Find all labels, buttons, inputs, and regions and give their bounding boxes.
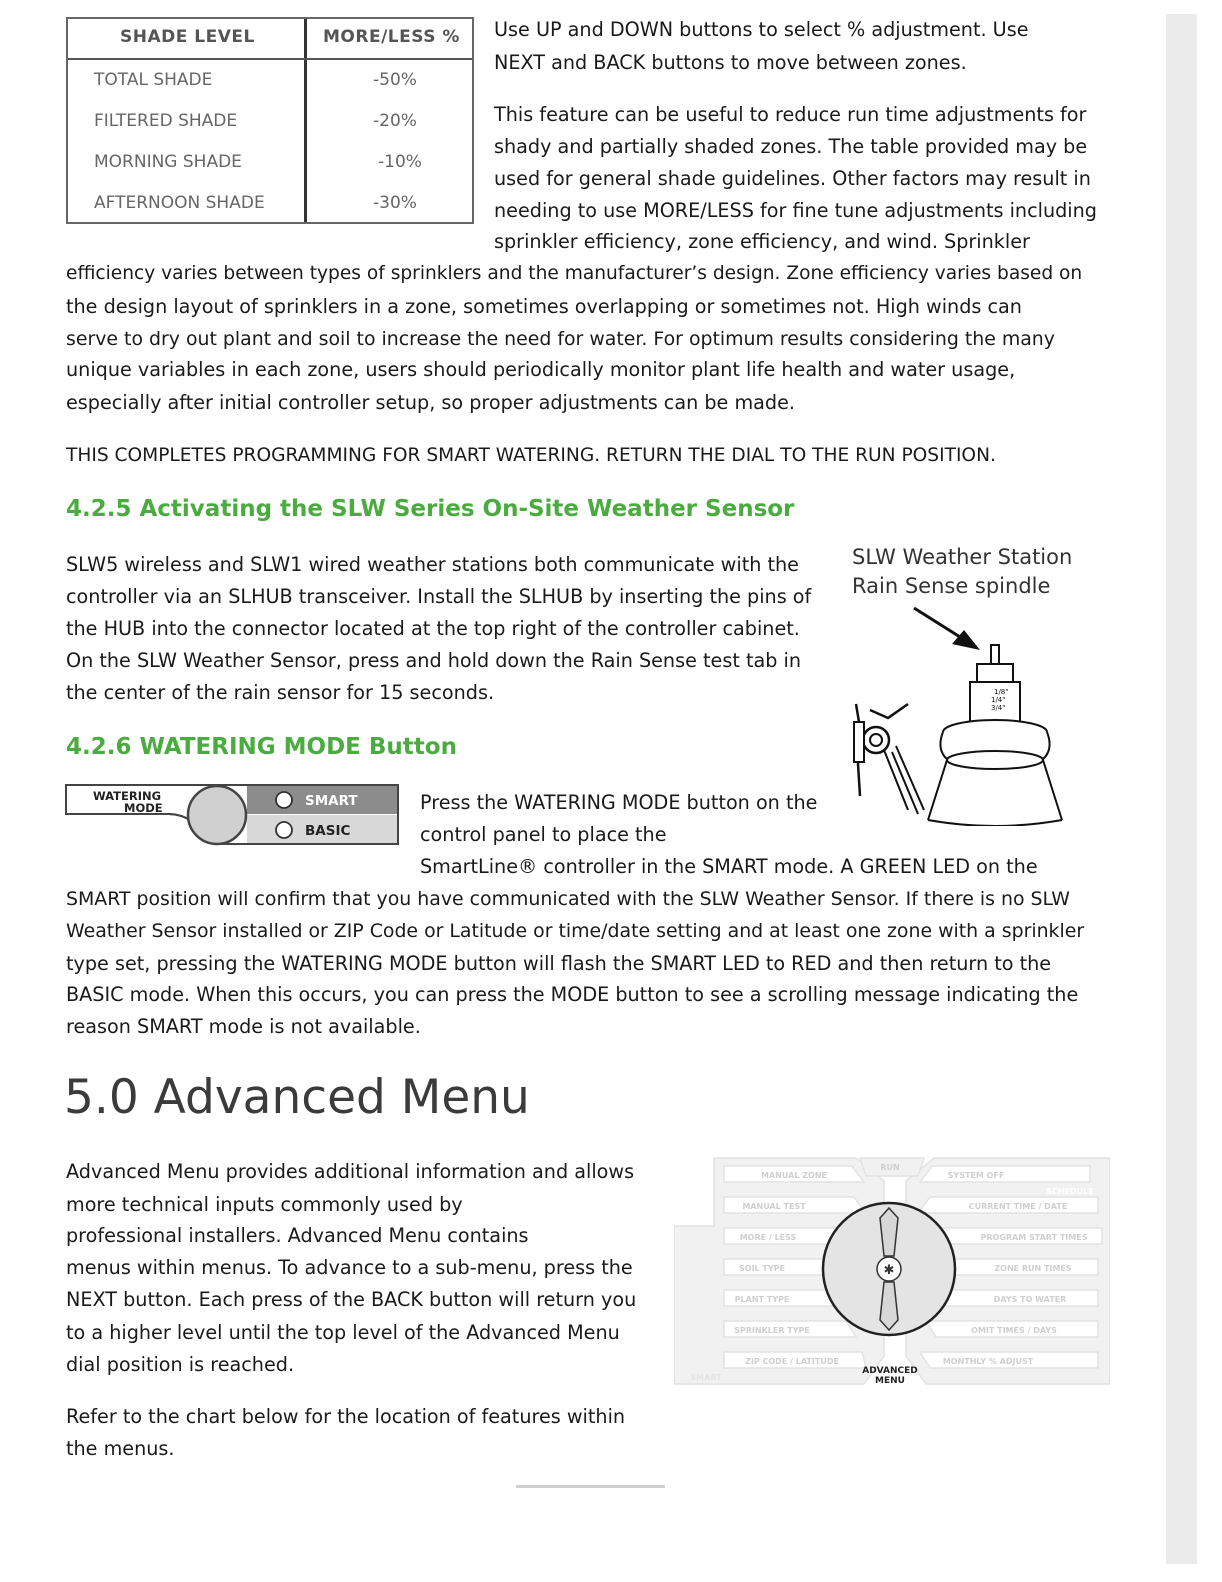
table-cell-level: FILTERED SHADE — [94, 111, 238, 131]
watering-mode-label: MODE — [124, 801, 163, 815]
body-line: reason SMART mode is not available. — [66, 1015, 421, 1038]
table-cell-pct: -20% — [373, 111, 417, 131]
body-line: the center of the rain sensor for 15 seconds. — [66, 681, 495, 704]
watering-mode-label: WATERING — [93, 789, 162, 803]
table-header-rule — [68, 58, 472, 60]
dial-group-label: SMART — [690, 1373, 722, 1382]
advanced-menu-dial — [674, 1156, 1110, 1388]
feature-line: used for general shade guidelines. Other factors may result in — [494, 167, 1091, 190]
dial-left-item: SOIL TYPE — [739, 1264, 785, 1273]
dial-right-item: DAYS TO WATER — [993, 1295, 1067, 1304]
body-line: Weather Sensor installed or ZIP Code or Latitude or time/date setting and at least one zone with a sprinkler — [66, 920, 1085, 942]
body-line: control panel to place the — [420, 823, 667, 846]
dial-left-item: MORE / LESS — [739, 1233, 797, 1242]
dial-right-item: PROGRAM START TIMES — [980, 1233, 1088, 1242]
body-line: Refer to the chart below for the location of features within — [66, 1405, 626, 1428]
body-line: SLW5 wireless and SLW1 wired weather stations both communicate with the — [66, 553, 799, 576]
dial-right-item: CURRENT TIME / DATE — [968, 1202, 1068, 1211]
smart-led-icon — [276, 792, 292, 808]
table-cell-pct: -30% — [373, 193, 417, 213]
feature-line: shady and partially shaded zones. The table provided may be — [494, 135, 1088, 158]
feature-line: especially after initial controller setup, so proper adjustments can be made. — [66, 391, 795, 414]
table-divider — [304, 19, 307, 222]
body-line: type set, pressing the WATERING MODE button will flash the SMART LED to RED and then return to the — [66, 952, 1052, 975]
dial-left-item: MANUAL TEST — [742, 1202, 806, 1211]
body-line: BASIC mode. When this occurs, you can press the MODE button to see a scrolling message indicating the — [66, 983, 1079, 1006]
spindle-mark: 1/8" — [994, 688, 1009, 696]
spindle-mark: 1/4" — [991, 696, 1006, 704]
completes-notice: THIS COMPLETES PROGRAMMING FOR SMART WATERING. RETURN THE DIAL TO THE RUN POSITION. — [66, 445, 996, 466]
dial-right-item: ZONE RUN TIMES — [994, 1264, 1072, 1273]
body-line: SmartLine® controller in the SMART mode. A GREEN LED on the — [420, 855, 1038, 878]
body-line: Press the WATERING MODE button on the — [420, 791, 818, 814]
feature-line: sprinkler efficiency, zone efficiency, and wind. Sprinkler — [494, 230, 1030, 253]
section-heading-5-0: 5.0 Advanced Menu — [64, 1070, 530, 1125]
section-heading-4-2-5: 4.2.5 Activating the SLW Series On-Site Weather Sensor — [66, 496, 795, 522]
feature-line: the design layout of sprinklers in a zone, sometimes overlapping or sometimes not. High winds can — [66, 295, 1022, 318]
body-line: more technical inputs commonly used by — [66, 1193, 463, 1216]
feature-line: unique variables in each zone, users should periodically monitor plant life health and water usage, — [66, 358, 1016, 381]
weather-station-illustration — [848, 600, 1068, 826]
figure-label: SLW Weather Station — [852, 545, 1073, 569]
feature-line: serve to dry out plant and soil to increase the need for water. For optimum results considering the many — [66, 328, 1055, 350]
body-line: Advanced Menu provides additional information and allows — [66, 1160, 635, 1183]
body-line: NEXT button. Each press of the BACK button will return you — [66, 1288, 637, 1311]
intro-line: NEXT and BACK buttons to move between zones. — [494, 51, 967, 74]
body-line: controller via an SLHUB transceiver. Install the SLHUB by inserting the pins of — [66, 585, 812, 608]
section-heading-4-2-6: 4.2.6 WATERING MODE Button — [66, 734, 457, 760]
shade-table — [66, 17, 474, 224]
table-cell-pct: -10% — [378, 152, 422, 172]
body-line: the menus. — [66, 1437, 175, 1460]
dial-center-label: ADVANCED — [862, 1366, 918, 1376]
body-line: On the SLW Weather Sensor, press and hold down the Rain Sense test tab in — [66, 649, 801, 672]
dial-left-item: SPRINKLER TYPE — [734, 1326, 810, 1335]
dial-left-item: ZIP CODE / LATITUDE — [745, 1357, 839, 1366]
basic-option-label: BASIC — [305, 823, 351, 839]
intro-line: Use UP and DOWN buttons to select % adjustment. Use — [494, 18, 1029, 41]
body-line: professional installers. Advanced Menu contains — [66, 1224, 529, 1247]
body-line: menus within menus. To advance to a sub-menu, press the — [66, 1256, 633, 1279]
dial-group-label: SCHEDULE — [1046, 1187, 1094, 1196]
feature-line: efficiency varies between types of sprinklers and the manufacturer’s design. Zone efficiency varies based on — [66, 263, 1083, 284]
spindle-mark: 3/4" — [991, 704, 1006, 712]
smart-option-label: SMART — [305, 793, 358, 809]
figure-label: Rain Sense spindle — [852, 574, 1051, 598]
body-line: the HUB into the connector located at the top right of the controller cabinet. — [66, 617, 800, 640]
basic-led-icon — [276, 822, 292, 838]
dial-right-item: SYSTEM OFF — [947, 1171, 1005, 1180]
table-cell-pct: -50% — [373, 70, 417, 90]
body-line: to a higher level until the top level of the Advanced Menu — [66, 1321, 620, 1344]
body-line: SMART position will confirm that you have communicated with the SLW Weather Sensor. If there is no SLW — [66, 888, 1070, 910]
dial-left-item: MANUAL ZONE — [761, 1171, 827, 1180]
svg-text:✱: ✱ — [883, 1263, 895, 1278]
scrollbar[interactable] — [1166, 14, 1197, 1564]
table-cell-level: MORNING SHADE — [94, 152, 242, 172]
dial-right-item: OMIT TIMES / DAYS — [971, 1326, 1057, 1335]
table-header-more-less: MORE/LESS % — [323, 27, 460, 47]
dial-center-label: MENU — [875, 1376, 905, 1386]
dial-left-item: PLANT TYPE — [734, 1295, 790, 1304]
table-cell-level: TOTAL SHADE — [94, 70, 213, 90]
feature-line: This feature can be useful to reduce run time adjustments for — [494, 103, 1087, 126]
body-line: dial position is reached. — [66, 1353, 295, 1376]
feature-line: needing to use MORE/LESS for fine tune adjustments including — [494, 199, 1097, 222]
table-cell-level: AFTERNOON SHADE — [94, 193, 265, 213]
footer-divider — [516, 1485, 665, 1488]
watering-mode-panel — [65, 784, 403, 848]
table-header-shade-level: SHADE LEVEL — [120, 27, 255, 47]
dial-top-label: RUN — [880, 1163, 900, 1172]
dial-right-item: MONTHLY % ADJUST — [942, 1357, 1034, 1366]
